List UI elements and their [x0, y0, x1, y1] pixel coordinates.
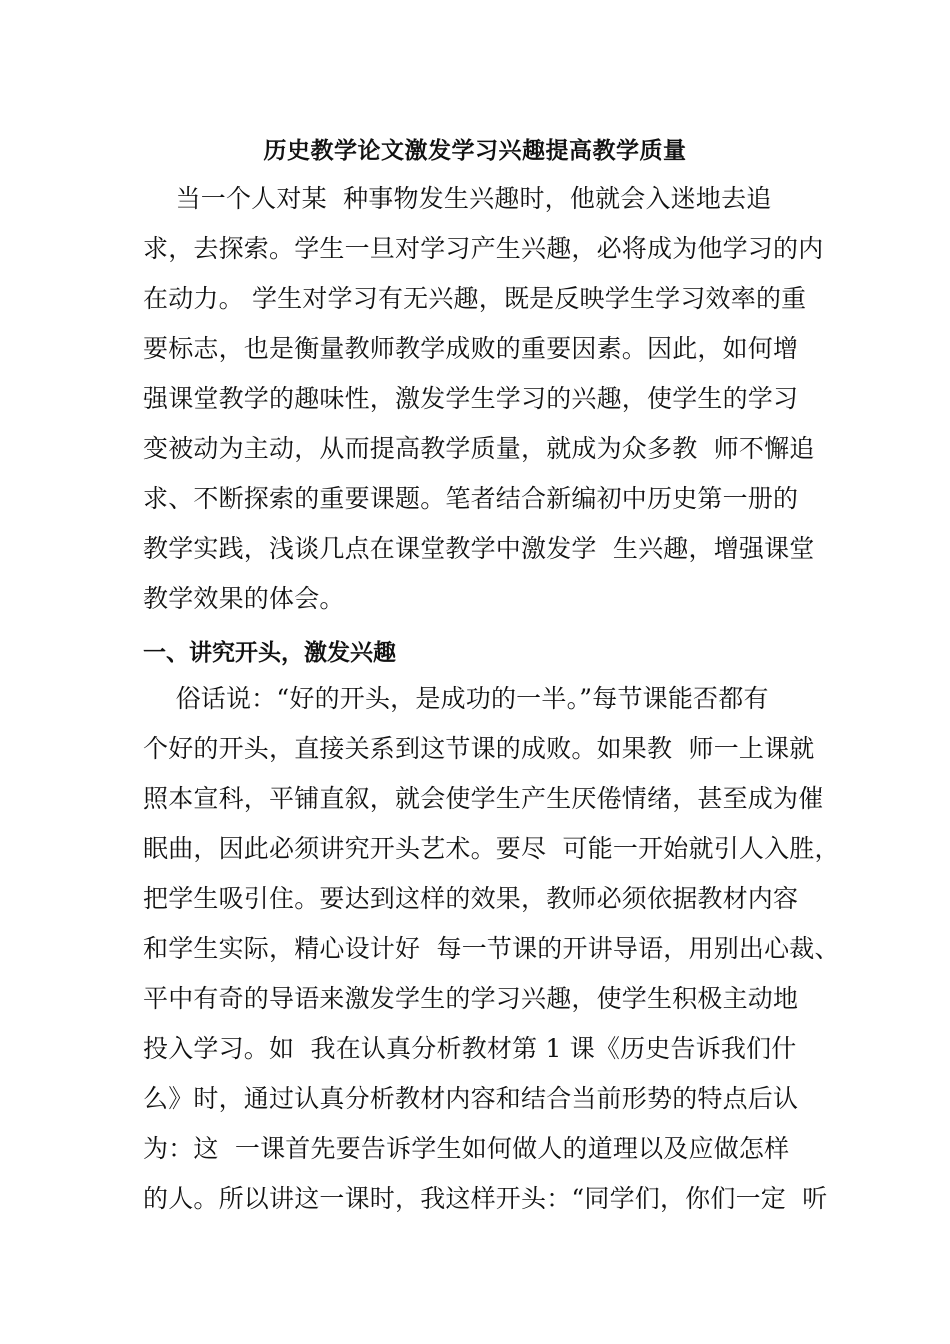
intro-line-2: 求，去探索。学生一旦对学习产生兴趣，必将成为他学习的内: [143, 234, 824, 263]
section1-line-10: 为：这 一课首先要告诉学生如何做人的道理以及应做怎样: [143, 1134, 790, 1163]
section1-line-3: 照本宣科，平铺直叙，就会使学生产生厌倦情绪，甚至成为催: [143, 784, 824, 813]
intro-line-1: 当一个人对某 种事物发生兴趣时，他就会入迷地去追: [143, 184, 772, 213]
section1-line-11: 的人。所以讲这一课时，我这样开头：“同学们，你们一定 听: [143, 1184, 828, 1213]
section1-line-8: 投入学习。如 我在认真分析教材第 1 课《历史告诉我们什: [143, 1034, 797, 1063]
section1-line-5: 把学生吸引住。要达到这样的效果，教师必须依据教材内容: [143, 884, 799, 913]
section1-line-1: 俗话说：“好的开头，是成功的一半。”每节课能否都有: [143, 684, 769, 713]
section1-line-7: 平中有奇的导语来激发学生的学习兴趣，使学生积极主动地: [143, 984, 799, 1013]
section1-line-6: 和学生实际，精心设计好 每一节课的开讲导语，用别出心裁、: [143, 934, 840, 963]
intro-line-9: 教学效果的体会。: [143, 584, 345, 613]
section1-line-4: 眠曲，因此必须讲究开头艺术。要尽 可能一开始就引人入胜，: [143, 834, 840, 863]
section1-line-9: 么》时，通过认真分析教材内容和结合当前形势的特点后认: [143, 1084, 799, 1113]
section1-line-2: 个好的开头，直接关系到这节课的成败。如果教 师一上课就: [143, 734, 815, 763]
intro-line-3: 在动力。 学生对学习有无兴趣，既是反映学生学习效率的重: [143, 284, 807, 313]
document-title: 历史教学论文激发学习兴趣提高教学质量: [263, 137, 687, 164]
intro-line-4: 要标志，也是衡量教师教学成败的重要因素。因此，如何增: [143, 334, 799, 363]
intro-line-7: 求、不断探索的重要课题。笔者结合新编初中历史第一册的: [143, 484, 799, 513]
intro-line-8: 教学实践，浅谈几点在课堂教学中激发学 生兴趣，增强课堂: [143, 534, 815, 563]
intro-line-5: 强课堂教学的趣味性，激发学生学习的兴趣，使学生的学习: [143, 384, 799, 413]
intro-line-6: 变被动为主动，从而提高教学质量，就成为众多教 师不懈追: [143, 434, 815, 463]
section-heading-1: 一、讲究开头，激发兴趣: [143, 639, 396, 666]
